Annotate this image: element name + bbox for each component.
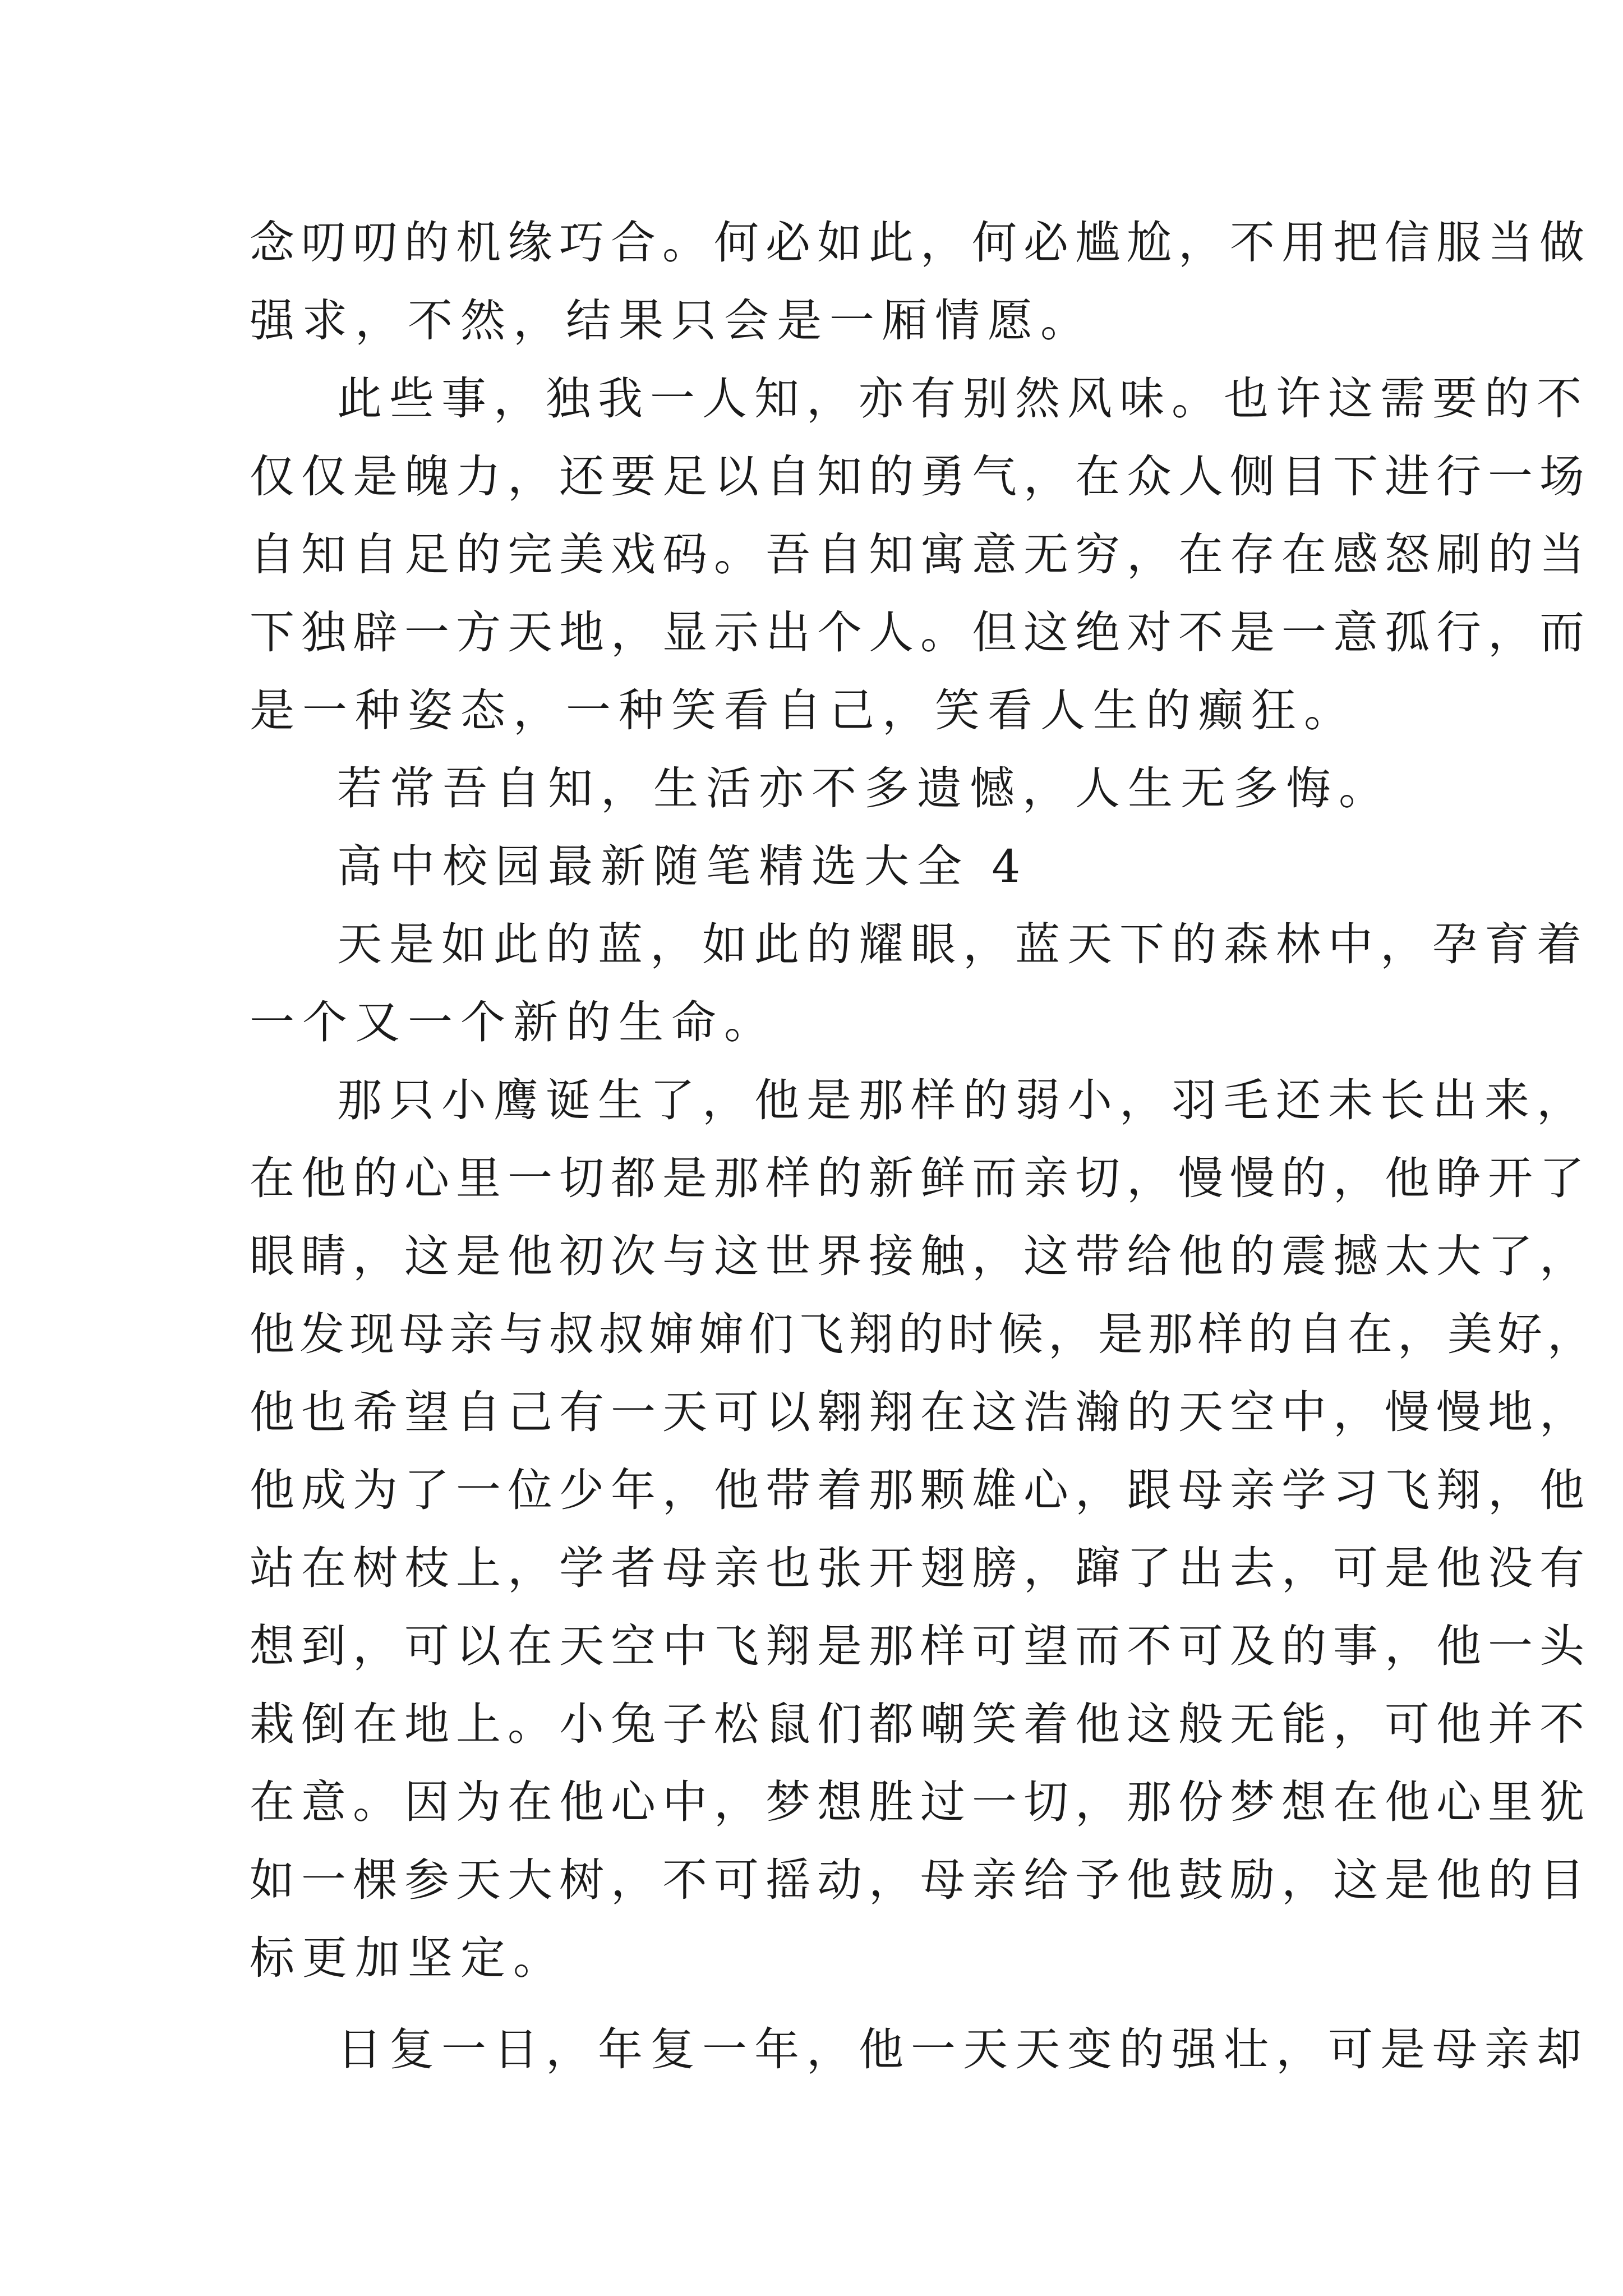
text-line: 在他的心里一切都是那样的新鲜而亲切，慢慢的，他睁开了 bbox=[250, 1152, 1591, 1204]
section-heading: 高中校园最新随笔精选大全 4 bbox=[337, 840, 1029, 892]
paragraph-first-line: 若常吾自知，生活亦不多遗憾，人生无多悔。 bbox=[337, 762, 1391, 815]
text-line: 标更加坚定。 bbox=[250, 1932, 566, 1984]
text-line: 一个又一个新的生命。 bbox=[250, 996, 777, 1048]
text-line: 仅仅是魄力，还要足以自知的勇气，在众人侧目下进行一场 bbox=[250, 450, 1591, 503]
text-line: 是一种姿态，一种笑看自己，笑看人生的癫狂。 bbox=[250, 684, 1357, 737]
paragraph-first-line: 此些事，独我一人知，亦有别然风味。也许这需要的不 bbox=[337, 372, 1589, 425]
text-line: 自知自足的完美戏码。吾自知寓意无穷，在存在感怒刷的当 bbox=[250, 528, 1591, 581]
paragraph-first-line: 那只小鹰诞生了，他是那样的弱小，羽毛还未长出来， bbox=[337, 1074, 1589, 1126]
paragraph-first-line: 天是如此的蓝，如此的耀眼，蓝天下的森林中，孕育着 bbox=[337, 918, 1589, 970]
text-line: 想到，可以在天空中飞翔是那样可望而不可及的事，他一头 bbox=[250, 1620, 1591, 1672]
text-line: 站在树枝上，学者母亲也张开翅膀，蹿了出去，可是他没有 bbox=[250, 1542, 1591, 1594]
text-line: 栽倒在地上。小兔子松鼠们都嘲笑着他这般无能，可他并不 bbox=[250, 1698, 1591, 1750]
paragraph-first-line: 日复一日，年复一年，他一天天变的强壮，可是母亲却 bbox=[337, 2023, 1589, 2076]
text-line: 如一棵参天大树，不可摇动，母亲给予他鼓励，这是他的目 bbox=[250, 1854, 1591, 1906]
text-line: 他也希望自己有一天可以翱翔在这浩瀚的天空中，慢慢地， bbox=[250, 1386, 1591, 1438]
text-line: 眼睛，这是他初次与这世界接触，这带给他的震撼太大了， bbox=[250, 1230, 1591, 1282]
text-line: 在意。因为在他心中，梦想胜过一切，那份梦想在他心里犹 bbox=[250, 1776, 1591, 1828]
text-line: 强求，不然，结果只会是一厢情愿。 bbox=[250, 295, 1093, 347]
text-line: 他成为了一位少年，他带着那颗雄心，跟母亲学习飞翔，他 bbox=[250, 1464, 1591, 1516]
text-line: 念叨叨的机缘巧合。何必如此，何必尴尬，不用把信服当做 bbox=[250, 217, 1591, 269]
text-line: 他发现母亲与叔叔婶婶们飞翔的时候，是那样的自在，美好， bbox=[250, 1308, 1597, 1360]
text-line: 下独辟一方天地，显示出个人。但这绝对不是一意孤行，而 bbox=[250, 606, 1591, 659]
